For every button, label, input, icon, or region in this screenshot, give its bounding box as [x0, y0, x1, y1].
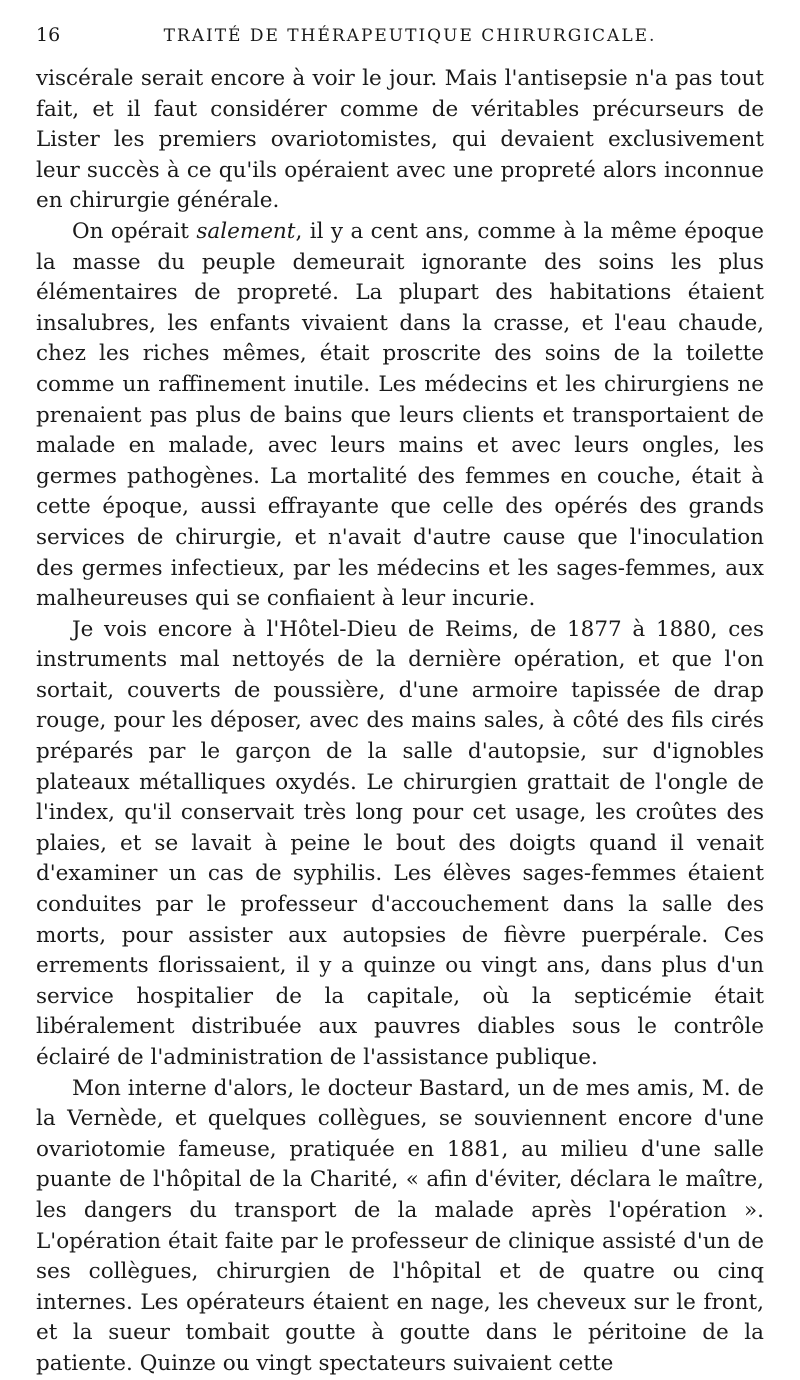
paragraph-3: Je vois encore à l'Hôtel-Dieu de Reims, de 1877 à 1880, ces instruments mal nettoyés de la dernière opération, et que l'on sortait, couverts de poussière, d'une armoire tapissée de drap rouge, pour les déposer, avec des mains sales, à côté des fils cirés préparés par le garçon de la salle d'autopsie, sur d'ignobles plateaux métalliques oxydés. Le chirurgien grattait de l'ongle de l'index, qu'il conservait très long pour cet usage, les croûtes des plaies, et se lavait à peine le bout des doigts quand il venait d'examiner un cas de syphilis. Les élèves sages-femmes étaient conduites par le professeur d'accouchement dans la salle des morts, pour assister aux autopsies de fièvre puerpérale. Ces errements florissaient, il y a quinze ou vingt ans, dans plus d'un service hospitalier de la capitale, où la septicémie était libéralement distribuée aux pauvres diables sous le contrôle éclairé de l'administration de l'assistance publique.: [36, 616, 764, 1070]
paragraph-2-rest: , il y a cent ans, comme à la même époque la masse du peuple demeurait ignorante des soins les plus élémentaires de propreté. La plupart des habitations étaient insalubres, les enfants vivaient dans la crasse, et l'eau chaude, chez les riches mêmes, était proscrite des soins de la toilette comme un raffinement inutile. Les médecins et les chirurgiens ne prenaient pas plus de bains que leurs clients et transportaient de malade en malade, avec leurs mains et avec leurs ongles, les germes pathogènes. La mortalité des femmes en couche, était à cette époque, aussi effrayante que celle des opérés des grands services de chirurgie, et n'avait d'autre cause que l'inoculation des germes infectieux, par les médecins et les sages-femmes, aux malheureuses qui se confiaient à leur incurie.: [36, 218, 764, 612]
body-text: [36, 64, 764, 1380]
paragraph-2-lead: On opérait: [72, 218, 197, 244]
page-number: 16: [36, 24, 61, 46]
emphasis-salement: salement: [196, 218, 296, 244]
paragraph-2: [36, 217, 764, 615]
running-header: [36, 24, 764, 64]
paragraph-4: Mon interne d'alors, le docteur Bastard, un de mes amis, M. de la Vernède, et quelques collègues, se souviennent encore d'une ovariotomie fameuse, pratiquée en 1881, au milieu d'une salle puante de l'hôpital de la Charité, « afin d'éviter, déclara le maître, les dangers du transport de la malade après l'opération ». L'opération était faite par le professeur de clinique assisté d'un de ses collègues, chirurgien de l'hôpital et de quatre ou cinq internes. Les opérateurs étaient en nage, les cheveux sur le front, et la sueur tombait goutte à goutte dans le péritoine de la patiente. Quinze ou vingt spectateurs suivaient cette: [36, 1075, 764, 1376]
running-title: TRAITÉ DE THÉRAPEUTIQUE CHIRURGICALE.: [163, 26, 657, 46]
paragraph-1: viscérale serait encore à voir le jour. Mais l'antisepsie n'a pas tout fait, et il faut considérer comme de véritables précurseurs de Lister les premiers ovariotomistes, qui devaient exclusivement leur succès à ce qu'ils opéraient avec une propreté alors inconnue en chirurgie générale.: [36, 66, 764, 214]
